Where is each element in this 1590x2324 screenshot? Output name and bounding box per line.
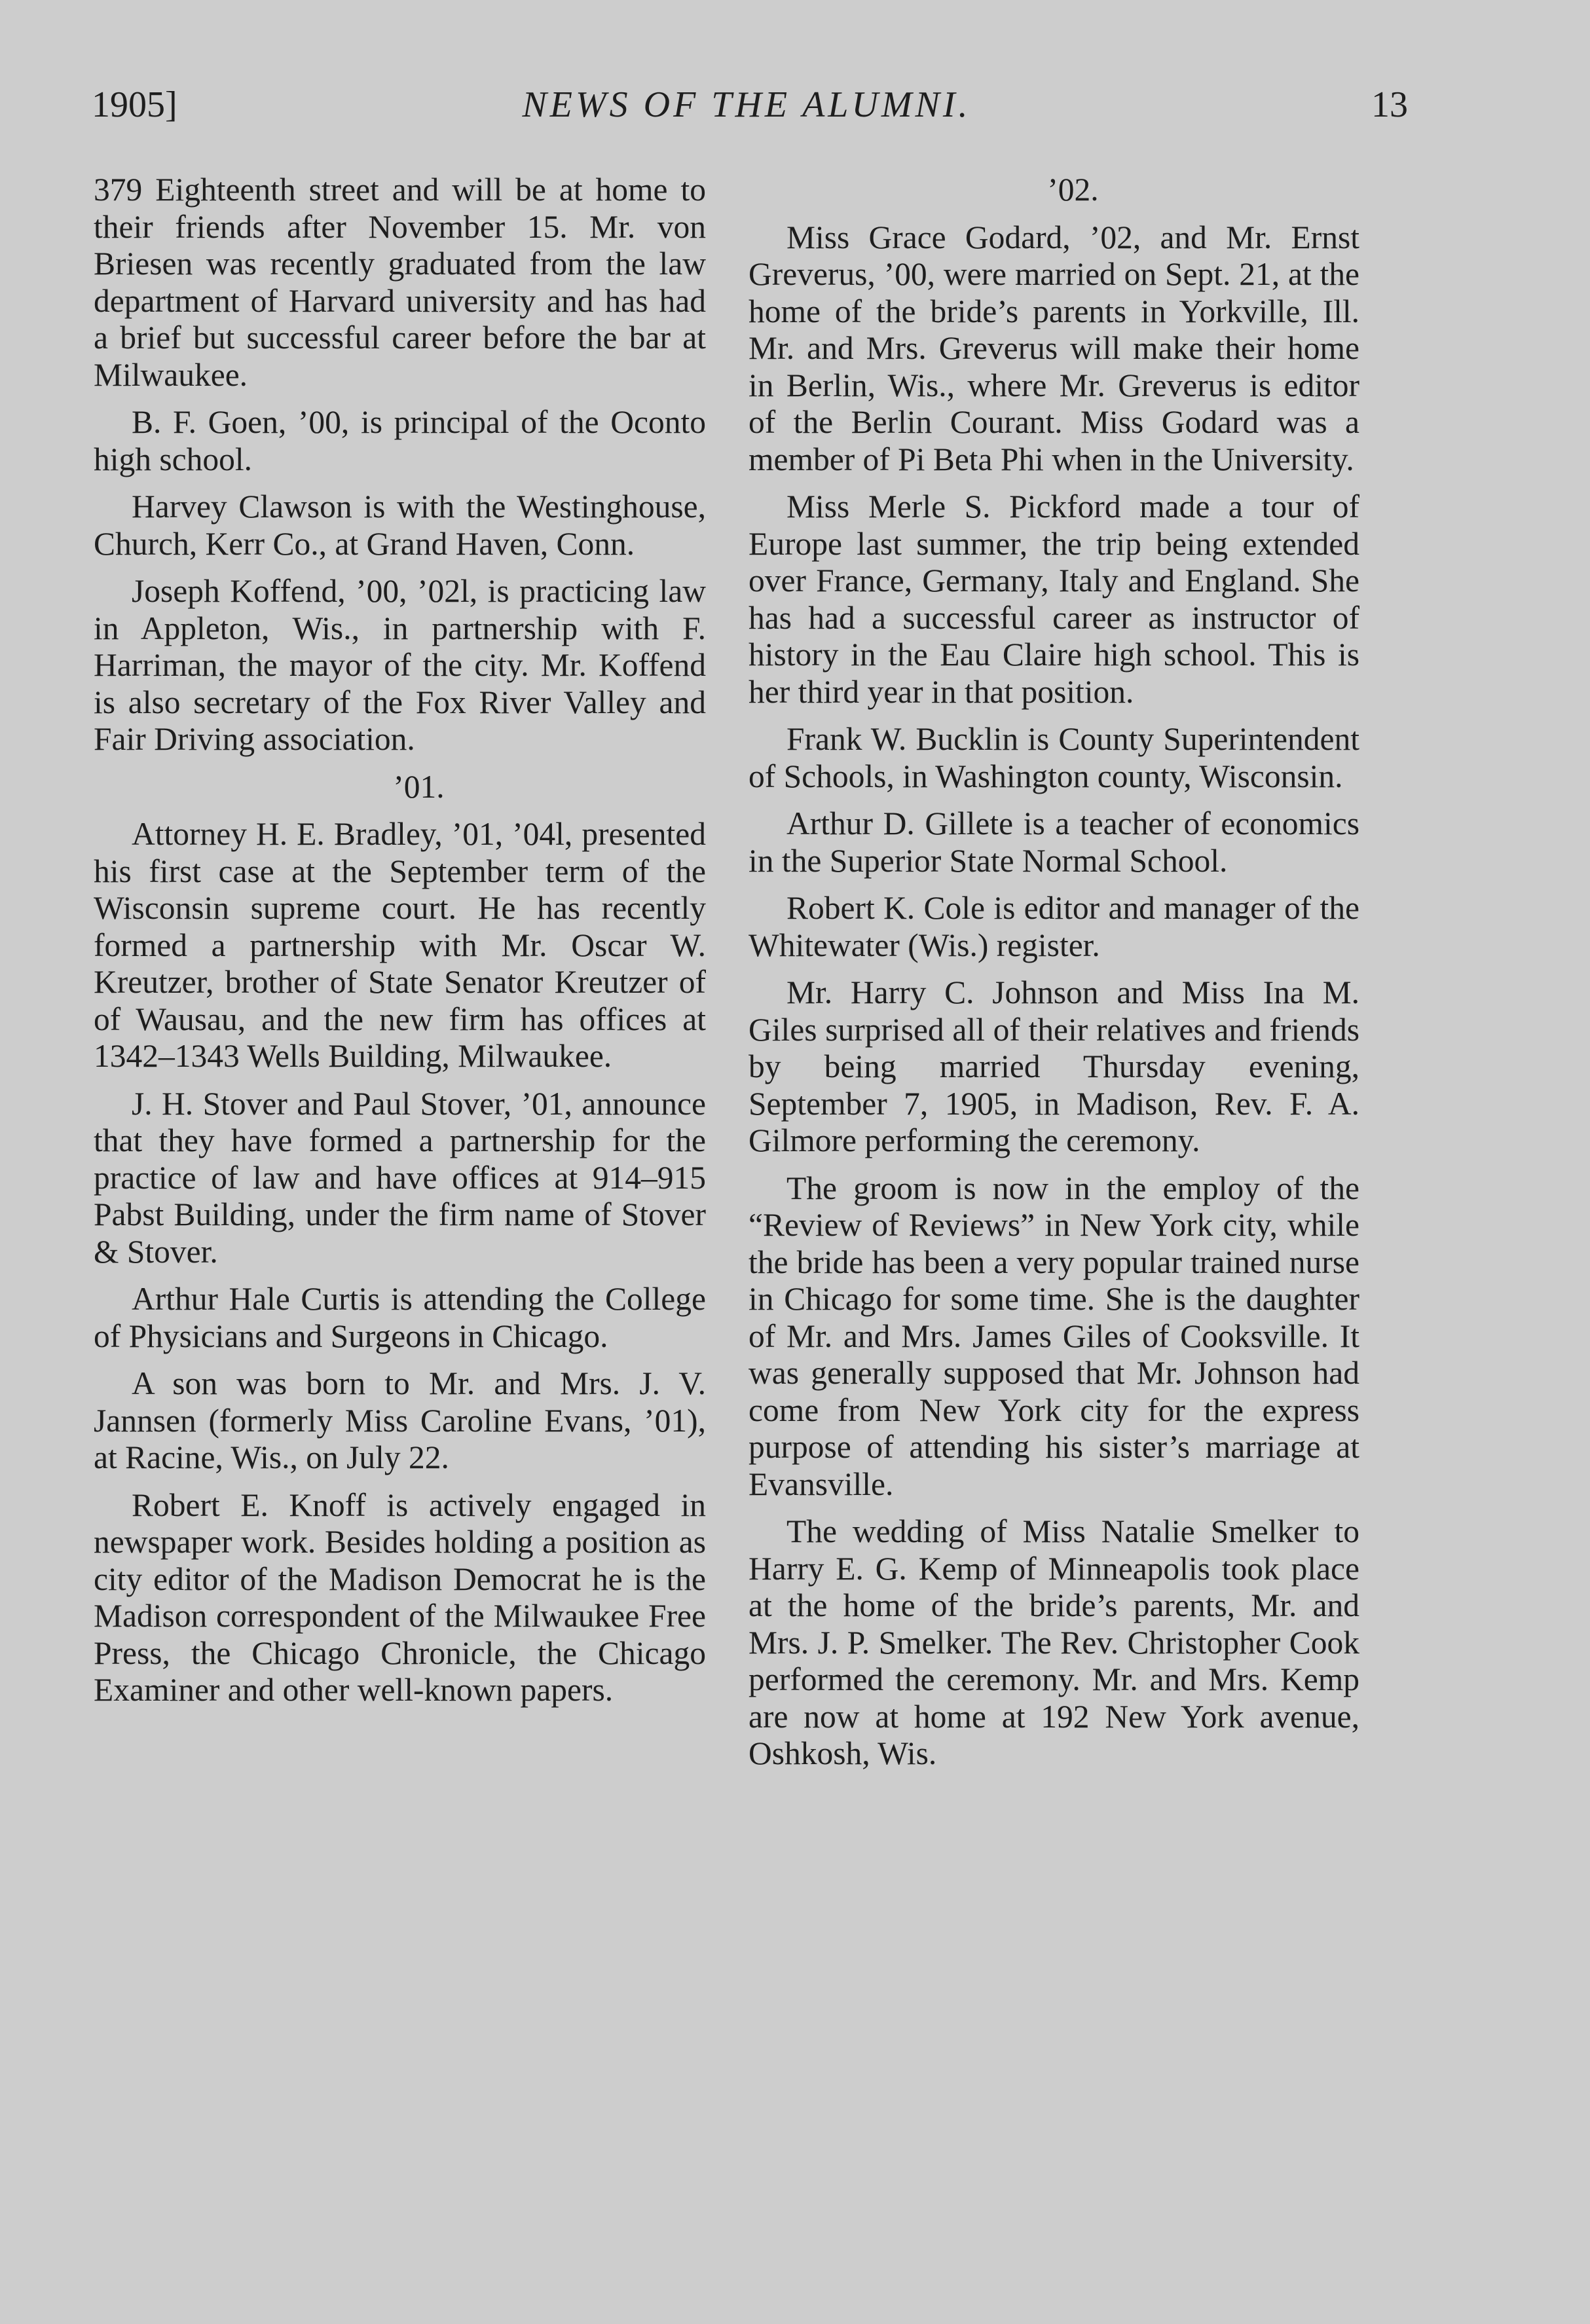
paragraph: Miss Merle S. Pickford made a tour of Europe last summer, the trip being extended over France, Germany, Italy and England. She has had a successful career as instructor of history in the Eau Claire high school. This is her third year in that position. — [749, 489, 1359, 710]
paragraph: Joseph Koffend, ’00, ’02l, is practicing law in Appleton, Wis., in partnership with F. Harriman, the mayor of the city. Mr. Koffend is also secretary of the Fox River Valley and Fair Driving association. — [94, 573, 706, 757]
paragraph: A son was born to Mr. and Mrs. J. V. Jannsen (formerly Miss Caroline Evans, ’01), at Racine, Wis., on July 22. — [94, 1365, 706, 1475]
right-column — [749, 172, 1359, 1783]
paragraph: Arthur Hale Curtis is attending the College of Physicians and Surgeons in Chicago. — [94, 1281, 706, 1354]
header-year: 1905] — [92, 84, 177, 125]
journal-title: NEWS OF THE ALUMNI. — [522, 84, 971, 125]
paragraph: Robert E. Knoff is actively engaged in newspaper work. Besides holding a position as city editor of the Madison Democrat he is the Madison correspondent of the Milwaukee Free Press, the Chicago Chronicle, the Chicago Examiner and other well-known papers. — [94, 1486, 706, 1708]
paragraph: J. H. Stover and Paul Stover, ’01, announce that they have formed a partnership for the practice of law and have offices at 914–915 Pabst Building, under the firm name of Stover & Stover. — [94, 1085, 706, 1270]
paragraph: Frank W. Bucklin is County Superintendent of Schools, in Washington county, Wisconsin. — [749, 721, 1359, 794]
section-heading-02: ’02. — [1047, 172, 1099, 208]
paragraph: 379 Eighteenth street and will be at home to their friends after November 15. Mr. von Briesen was recently graduated from the law department of Harvard university and has had a brief but successful career before the bar at Milwaukee. — [94, 172, 706, 393]
paragraph: Robert K. Cole is editor and manager of the Whitewater (Wis.) register. — [749, 890, 1359, 963]
page-number: 13 — [1371, 84, 1408, 125]
paragraph: Harvey Clawson is with the Westinghouse, Church, Kerr Co., at Grand Haven, Conn. — [94, 489, 706, 562]
paragraph: B. F. Goen, ’00, is principal of the Oconto high school. — [94, 404, 706, 477]
running-header — [92, 84, 1408, 143]
paragraph: The wedding of Miss Natalie Smelker to Harry E. G. Kemp of Minneapolis took place at the home of the bride’s parents, Mr. and Mrs. J. P. Smelker. The Rev. Christopher Cook performed the ceremony. Mr. and Mrs. Kemp are now at home at 192 New York avenue, Oshkosh, Wis. — [749, 1513, 1359, 1771]
paragraph: The groom is now in the employ of the “Review of Reviews” in New York city, while the bride has been a very popular trained nurse in Chicago for some time. She is the daughter of Mr. and Mrs. James Giles of Cooksville. It was generally supposed that Mr. Johnson had come from New York city for the express purpose of attending his sister’s marriage at Evansville. — [749, 1170, 1359, 1502]
section-heading-01: ’01. — [393, 768, 445, 805]
paragraph: Arthur D. Gillete is a teacher of economics in the Superior State Normal School. — [749, 805, 1359, 879]
left-column — [94, 172, 706, 1720]
paragraph: Attorney H. E. Bradley, ’01, ’04l, presented his first case at the September term of the Wisconsin supreme court. He has recently formed a partnership with Mr. Oscar W. Kreutzer, brother of State Senator Kreutzer of of Wausau, and the new firm has offices at 1342–1343 Wells Building, Milwaukee. — [94, 816, 706, 1074]
paragraph: Mr. Harry C. Johnson and Miss Ina M. Giles surprised all of their relatives and friends by being married Thursday evening, September 7, 1905, in Madison, Rev. F. A. Gilmore performing the ceremony. — [749, 974, 1359, 1158]
paragraph: Miss Grace Godard, ’02, and Mr. Ernst Greverus, ’00, were married on Sept. 21, at the home of the bride’s parents in Yorkville, Ill. Mr. and Mrs. Greverus will make their home in Berlin, Wis., where Mr. Greverus is editor of the Berlin Courant. Miss Godard was a member of Pi Beta Phi when in the University. — [749, 219, 1359, 477]
